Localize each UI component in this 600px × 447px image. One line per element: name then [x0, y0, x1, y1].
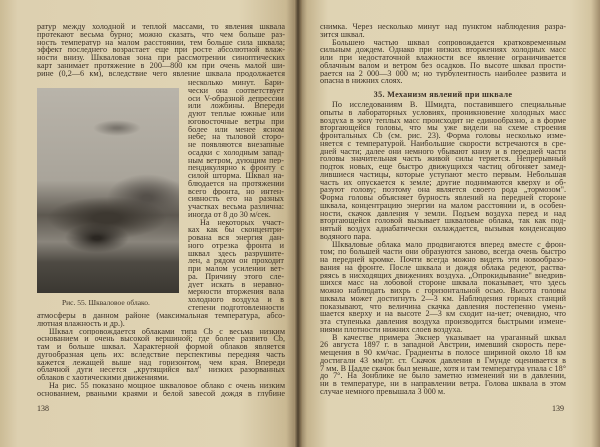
text-line: На рис. 55 показано мощное шкваловое облако с очень низким: [49, 381, 285, 390]
text-line: Шквал сопровождается облаками типа Cb с весьма низким: [49, 327, 285, 336]
page-number: 139: [552, 404, 564, 413]
book-gutter: [294, 0, 302, 447]
text-line: всего фронта, но интен-: [188, 187, 284, 196]
text-line: основанием и очень высокой вершиной; где более развито Cb,: [37, 335, 285, 343]
text-line: мерности вторжения вала: [188, 288, 284, 296]
text-line: По исследованиям В. Шмидта, поставившего специальные: [332, 101, 566, 109]
text-line: мещения в 90 км/час. Градиенты в полосе шириной около 18 км: [320, 349, 566, 357]
text-line: дуют теплые южные или: [188, 110, 284, 118]
left-bottom-text: [37, 312, 285, 397]
text-line: атмосферы в данном районе (максимальная температура, абсо-: [37, 312, 285, 320]
text-line: ного отрезка фронта и: [188, 241, 284, 250]
text-line: рине (0,2—6 км), вследствие чего явление шквала продолжается: [37, 69, 285, 78]
text-line: ра. Причину этого сле-: [188, 272, 284, 281]
text-line: шихся масс на лобовой стороне шквала показывает, что здесь: [320, 279, 566, 287]
text-line: нятый воздух адиабатически охлаждается, вызывая конденсацию: [320, 225, 566, 233]
text-line: при малом усилении вет-: [188, 265, 284, 273]
text-line: протекают весьма бурно; можно сказать, что чем больше раз-: [37, 30, 285, 39]
text-line: Шкваловые облака мало продвигаются вперед вместе с фрон-: [332, 240, 566, 249]
text-line: ратур между холодной и теплой массами, то явления шквала: [37, 23, 285, 31]
text-line: лившиеся частицы, которые уступают место первым. Небольшая: [320, 170, 566, 179]
text-line: рована вся энергия дан-: [188, 234, 284, 242]
text-line: дует искать в неравно-: [188, 280, 284, 289]
left-top-text: [37, 23, 285, 77]
text-line: снимка. Через несколько минут над пунктом наблюдения разра-: [320, 23, 566, 31]
text-line: небе; на тыловой сторо-: [188, 133, 284, 141]
text-line: показывают, что величина скачка давления постепенно умень-: [320, 302, 566, 311]
text-line: 7 мм. В Цадле скачок был меньше, хотя и там температура упала с 18°: [320, 364, 566, 373]
text-line: дугообразная цепь их: вследствие перспективы передняя часть: [37, 350, 285, 359]
text-line: вторгающейся головой вызывает шкваловые облака, так как под-: [320, 217, 566, 225]
text-line: сильным дождем. Однако при низких вторжениях холодных масс: [320, 46, 566, 54]
text-line: часть их опускается к земле; другие поднимаются кверху и об-: [320, 178, 566, 187]
text-line: облаков с хаотическими движениями.: [37, 374, 169, 382]
text-line: ках как бы сконцентри-: [188, 226, 284, 234]
text-line: фронтальных Cb (см. рис. 23). Форма головы несколько изме-: [320, 132, 566, 140]
section-heading: 35. Механизм явлений при шквале: [373, 90, 513, 99]
text-line: можно наблюдать вихрь с горизонтальной осью. Высота головы: [320, 287, 566, 295]
text-line: Форма головы объясняет бурность явлений на передней стороне: [320, 194, 566, 202]
text-line: На некоторых участ-: [200, 218, 284, 227]
text-line: несколько минут. Бари-: [188, 79, 284, 87]
text-line: лен, а рядом он проходит: [188, 257, 284, 265]
text-line: шквала, концентрацию энергии на малом расстоянии и, в особен-: [320, 201, 566, 210]
text-line: ности, скачок давления у земли. Подъем воздуха перед и над: [320, 209, 566, 218]
text-line: там и больше шквал. Характерной формой облаков является: [37, 343, 285, 351]
text-line: основанием, рваными краями и белой завесой дождя в глубине: [37, 389, 285, 398]
text-line: ниями плотности нижних слоев воздуха.: [320, 325, 463, 334]
text-line: подток новых, еще быстро движущихся частиц обгоняет замед-: [320, 163, 566, 171]
text-line: ни в температуре, ни в направлении ветра. Голова шквала в этом: [320, 380, 566, 388]
text-line: на передней кромке. Почти всегда можно видеть эти новообразо-: [320, 256, 566, 264]
text-line: оси V-образной депрессии: [188, 94, 284, 103]
text-line: В качестве примера Экснер указывает на ураганный шквал: [332, 333, 566, 342]
text-line: холодного воздуха и в: [188, 296, 284, 304]
figure-caption: Рис. 55. Шкваловое облако.: [62, 298, 150, 307]
text-line: эффект последнего возрастает еще при росте абсолютной влаж-: [37, 46, 285, 54]
text-line: няется с температурой. Наибольшие скорости встречаются в сре-: [320, 139, 566, 148]
text-line: зится шквал.: [320, 30, 365, 39]
text-line: Большею частью шквал сопровождается кратковременным: [332, 38, 566, 47]
text-line: разуют голову; поэтому она является своего рода „тормозом".: [320, 186, 566, 194]
text-line: воздуха в зону теплых масс происходит не единообразно, а в форме: [320, 116, 566, 125]
text-line: чески она соответствует: [188, 86, 284, 95]
text-line: карт занимает протяжение в 200—800 км при очень малой ши-: [37, 61, 285, 70]
text-line: не появляются внезапные: [188, 141, 284, 149]
text-line: сивность его на разных: [188, 195, 284, 203]
text-line: блюдается на протяжении: [188, 179, 284, 188]
text-line: облачным валом и ветром без осадков. По высоте шквал прости-: [320, 61, 566, 70]
right-text-after-heading: [320, 101, 566, 396]
text-line: опасна в нижних слоях.: [320, 77, 403, 85]
text-line: достигали 43 мм/рт. ст. Скачок давления в Гмунде оценивается в: [320, 356, 566, 365]
text-line: ности внизу. Шкваловая зона при рассмотрении синоптических: [37, 54, 285, 62]
text-line: шквал здесь разрушите-: [188, 249, 284, 258]
text-line: случае немного превышала 3 000 м.: [320, 387, 446, 396]
text-line: лютная влажность и др.).: [37, 319, 125, 328]
text-line: рается на 2 000—3 000 м; но турбулентность наиболее развита и: [320, 69, 566, 78]
text-line: том; по большей части они образуются заново, всегда очень быстро: [320, 248, 566, 256]
text-line: участках весьма различна:: [188, 203, 284, 211]
text-line: ряясь в нисходящих движениях воздуха. „Опрокидывание" внедрив-: [320, 271, 566, 280]
text-line: ным ветром, дующим пер-: [188, 156, 284, 165]
text-line: до 7°. На Зонблике не было заметно изменений ни в давлении,: [320, 372, 566, 380]
right-page: [298, 0, 600, 447]
text-line: вания на фронте. После шквала и дождя облака редеют, раства-: [320, 263, 566, 272]
text-line: головы значительная часть живой силы теряется. Непрерывный: [320, 155, 566, 163]
text-line: эта ступенька давления воздуха производится быстрыми измене-: [320, 318, 566, 326]
left-page: [0, 0, 298, 447]
text-line: опыты в лабораторных условиях, проникновение холодных масс: [320, 108, 566, 117]
text-line: степени подготовленности: [188, 303, 284, 312]
right-text-before-heading: [320, 23, 566, 85]
text-line: дней части; далее они немного убывают книзу и в передней части: [320, 147, 566, 156]
text-line: шается кверху и на высоте 2—3 км сходит на-нет; очевидно, что: [320, 310, 566, 318]
text-line: юговосточные ветры при: [188, 117, 284, 126]
squall-cloud-photo: [37, 88, 179, 293]
text-line: или ложбины. Впереди: [188, 102, 284, 110]
text-line: ность температур на малом расстоянии, тем больше сила шквала;: [37, 38, 285, 47]
text-line: более или менее ясном: [188, 125, 284, 134]
text-line: иногда от 8 до 30 м/сек.: [188, 210, 271, 219]
text-line: водяного пара.: [320, 232, 372, 241]
text-line: кажется лежащей выше над горизонтом, чем края. Впереди: [37, 358, 285, 367]
text-line: 26 августа 1897 г. в западной Австрии, имевший скорость пере-: [320, 341, 566, 349]
page-number: 138: [37, 404, 49, 413]
text-line: вторгающейся головы, что мы уже видели на схеме строения: [320, 124, 566, 132]
text-line: облачной дуги несется „крутящийся вал" низких разорванных: [37, 366, 285, 374]
text-line: осадки с холодным запад-: [188, 148, 284, 157]
text-line: или при недостаточной влажности все явление ограничивается: [320, 54, 566, 62]
left-side-column-text: [188, 79, 284, 312]
text-line: пендикулярно к фронту с: [188, 164, 284, 172]
text-line: шквала может достигнуть 2—3 км. Наблюдения горных станций: [320, 294, 566, 303]
text-line: силой шторма. Шквал на-: [188, 172, 284, 180]
